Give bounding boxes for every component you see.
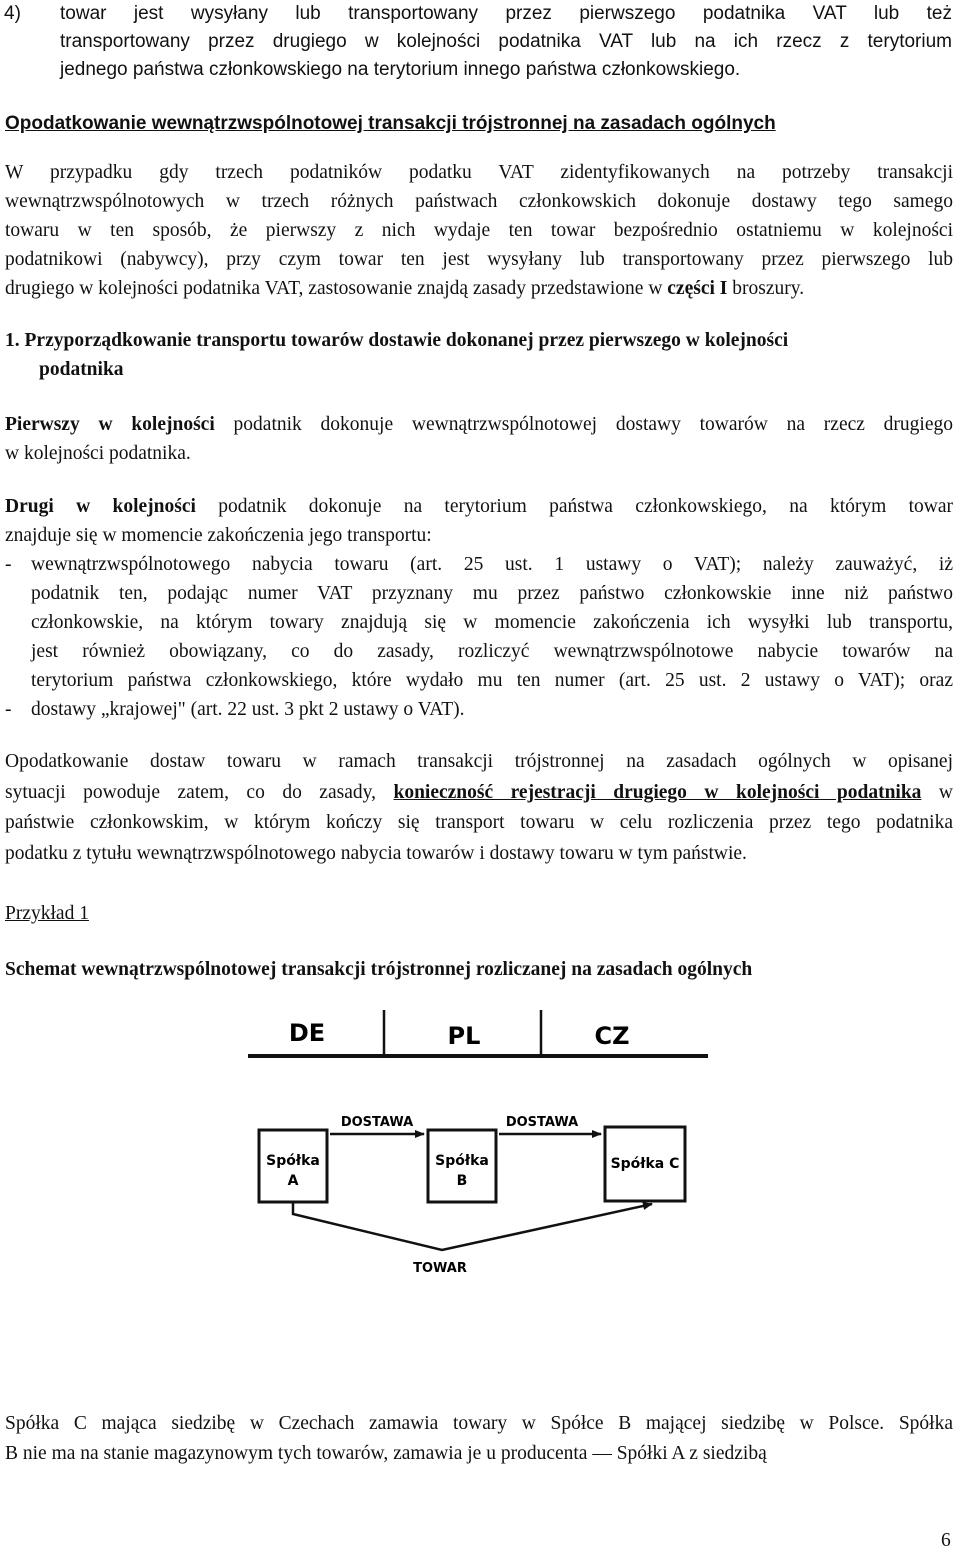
bullet-line: jest również obowiązany, co do zasady, rozliczyć wewnątrzwspólnotowe nabycie towarów na — [31, 641, 953, 662]
paragraph-line: podatku z tytułu wewnątrzwspólnotowego nabycia towarów i dostawy towaru w tym państwie. — [5, 843, 747, 864]
page-number: 6 — [941, 1530, 951, 1551]
section-heading: Opodatkowanie wewnątrzwspólnotowej transakcji trójstronnej na zasadach ogólnych — [5, 113, 776, 134]
text: drugiego w kolejności podatnika VAT, zastosowanie znajdą zasady przedstawione w — [5, 278, 668, 299]
bullet-line: terytorium państwa członkowskiego, które wydało mu ten numer (art. 25 ust. 2 ustawy o VAT); oraz — [31, 670, 953, 691]
text: podatnik dokonuje wewnątrzwspólnotowej dostawy towarów na rzecz drugiego — [214, 414, 953, 435]
item4-line-3: jednego państwa członkowskiego na terytorium innego państwa członkowskiego. — [60, 59, 741, 80]
paragraph-line: Spółka C mająca siedzibę w Czechach zamawia towary w Spółce B mającej siedzibę w Polsce. Spółka — [5, 1413, 953, 1434]
paragraph-line: B nie ma na stanie magazynowym tych towarów, zamawia je u producenta — Spółki A z siedzibą — [5, 1443, 767, 1464]
paragraph-line — [5, 782, 953, 804]
delivery-label: DOSTAWA — [340, 1115, 414, 1130]
country-label-pl: PL — [447, 1022, 481, 1050]
company-a-label: Spółka — [266, 1153, 320, 1169]
paragraph-line: wewnątrzwspólnotowych w trzech różnych państwach członkowskich dokonuje dostawy tego samego — [5, 191, 953, 212]
bullet-line: podatnik ten, podając numer VAT przyznany mu przez państwo członkowskie inne niż państwo — [31, 583, 953, 604]
bullet-line: dostawy „krajowej" (art. 22 ust. 3 pkt 2 ustawy o VAT). — [31, 699, 465, 720]
goods-label: TOWAR — [413, 1261, 467, 1276]
company-a-letter: A — [287, 1173, 299, 1189]
emphasis-text: Pierwszy w kolejności — [5, 414, 215, 435]
paragraph-line: podatnikowi (nabywcy), przy czym towar ten jest wysyłany lub transportowany przez pierwszego lub — [5, 249, 953, 270]
subsection-heading: 1. Przyporządkowanie transportu towarów dostawie dokonanej przez pierwszego w kolejności — [5, 330, 789, 351]
subsection-heading-cont: podatnika — [39, 359, 124, 380]
country-label-de: DE — [288, 1019, 326, 1047]
transaction-diagram — [0, 1000, 960, 1290]
paragraph-line: Opodatkowanie dostaw towaru w ramach transakcji trójstronnej na zasadach ogólnych w opisanej — [5, 751, 953, 772]
paragraph-last-line — [5, 278, 804, 300]
text: podatnik dokonuje na terytorium państwa członkowskiego, na którym towar — [195, 496, 953, 517]
example-label: Przykład 1 — [5, 903, 89, 924]
emphasis-text: części I — [667, 278, 728, 299]
paragraph-line — [5, 414, 953, 436]
item4-line-1: towar jest wysyłany lub transportowany przez pierwszego podatnika VAT lub też — [60, 3, 952, 24]
paragraph-line: państwie członkowskim, w którym kończy się transport towaru w celu rozliczenia przez tego podatnika — [5, 812, 953, 833]
item4-line-2: transportowany przez drugiego w kolejności podatnika VAT lub na ich rzecz z terytorium — [60, 31, 952, 52]
emphasis-text: Drugi w kolejności — [5, 496, 196, 517]
paragraph-line — [5, 496, 953, 518]
bullet-line: członkowskie, na którym towary znajdują się w momencie zakończenia ich wysyłki lub transportu, — [31, 612, 953, 633]
company-b-label: Spółka — [435, 1153, 489, 1169]
text: sytuacji powoduje zatem, co do zasady, — [5, 782, 394, 803]
paragraph-line: w kolejności podatnika. — [5, 443, 191, 464]
bullet-dash: - — [5, 554, 12, 575]
bullet-line: wewnątrzwspólnotowego nabycia towaru (art. 25 ust. 1 ustawy o VAT); należy zauważyć, iż — [31, 554, 953, 575]
paragraph-line: znajduje się w momencie zakończenia jego transportu: — [5, 525, 432, 546]
goods-transport-arrow — [293, 1203, 652, 1250]
diagram-title: Schemat wewnątrzwspólnotowej transakcji trójstronnej rozliczanej na zasadach ogólnych — [5, 959, 753, 980]
bullet-dash: - — [5, 699, 12, 720]
country-label-cz: CZ — [594, 1022, 630, 1050]
company-b-letter: B — [456, 1173, 468, 1189]
company-c-label: Spółka C — [610, 1156, 680, 1172]
list-number: 4) — [4, 3, 21, 24]
paragraph-line: towaru w ten sposób, że pierwszy z nich wydaje ten towar bezpośrednio ostatniemu w kolejności — [5, 220, 953, 241]
text: broszury. — [727, 278, 805, 299]
emphasis-text: konieczność rejestracji drugiego w kolejności podatnika — [393, 782, 922, 803]
paragraph-line: W przypadku gdy trzech podatników podatku VAT zidentyfikowanych na potrzeby transakcji — [5, 162, 953, 183]
text: w — [921, 782, 953, 803]
delivery-label: DOSTAWA — [505, 1115, 579, 1130]
